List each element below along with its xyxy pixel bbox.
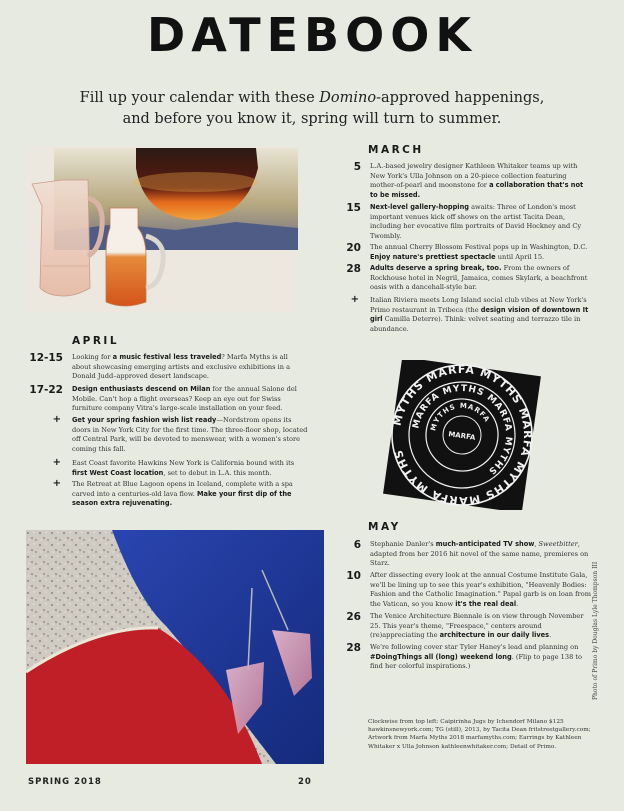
entry-text — [370, 203, 592, 241]
entry-text-plain: The Retreat at Blue Lagoon opens in Iceland, complete with a spa carved into a centuries-old lava flow. — [72, 480, 293, 498]
entry-text-highlight: Adults deserve a spring break, too. — [370, 264, 502, 272]
entry-date: 15 — [346, 202, 361, 214]
entry-text-plain: East Coast favorite Hawkins New York is California bound with its — [72, 459, 295, 467]
entry-text-plain: ? Marfa Myths is all about showcasing emerging artists and exclusive exhibitions in a Donald Judd–approved desert landscape. — [72, 353, 291, 380]
footer-issue: SPRING 2018 — [28, 777, 102, 787]
entry-date: 20 — [346, 242, 361, 254]
page-subtitle: Fill up your calendar with these Domino-approved happenings, and before you know it, spring will turn to summer. — [79, 90, 545, 127]
entry-text-highlight: architecture in our daily lives — [439, 631, 550, 639]
entry-text — [72, 385, 308, 414]
entry-text-plain: Looking for — [72, 353, 113, 361]
april-entry — [29, 384, 308, 414]
march-entry — [346, 202, 592, 241]
march-heading: MARCH — [368, 144, 424, 156]
badge-middle-text: MARFA MYTHS MARFA MYTHS — [411, 383, 514, 477]
entry-text-highlight: first West Coast location — [72, 468, 164, 477]
primo-earrings-photo — [26, 530, 324, 764]
entry-text-highlight: a music festival less traveled — [112, 353, 222, 361]
april-heading: APRIL — [72, 335, 120, 347]
entry-text-highlight: much-anticipated TV show — [435, 540, 535, 548]
entry-text-plain: for the annual Salone del Mobile. Can't hop a flight overseas? Keep an eye out for Swiss furniture company Vitra's large-scale installation on your feed. — [72, 385, 297, 412]
entry-date: 28 — [346, 642, 361, 654]
entry-date: 12-15 — [29, 352, 63, 364]
entry-date: 10 — [346, 570, 361, 582]
entry-text-highlight: #DoingThings all (long) weekend long — [370, 652, 512, 661]
entry-date: 6 — [353, 539, 361, 551]
entry-text-plain: The annual Cherry Blossom Festival pops up in Washington, D.C. — [370, 243, 588, 251]
entry-text-plain: , adapted from her 2016 hit novel of the same name, premieres on Starz. — [370, 540, 589, 567]
entry-text-highlight: a collaboration that's not to be missed. — [370, 181, 584, 199]
footer-page-number: 20 — [298, 777, 312, 787]
entry-text-plain: We're following cover star Tyler Haney's lead and planning on — [370, 643, 579, 651]
entry-text-highlight: Make your first dip of the season extra rejuvenating. — [72, 489, 292, 507]
entry-text — [72, 459, 308, 478]
entry-text-highlight: design vision of downtown It girl — [370, 305, 589, 323]
entry-text-plain: until April 15. — [495, 252, 545, 261]
photo-credits: Clockwise from top left: Caipirinha Jugs by Ichendorf Milano $125 hawkinsnewyork.com; TG (still), 2013, by Tacita Dean fritstreetgallery.com; Artwork from Marfa Myths 2018 marfamyths.com; Earrings by Kathleen Whitaker x Ulla Johnson kathleenwhitaker.com; Detail of Primo. — [368, 719, 591, 750]
entry-text — [370, 264, 592, 293]
april-entry — [52, 457, 308, 478]
entry-text: Stephanie Danler's much-anticipated TV show, Sweetbitter, adapted from her 2016 hit novel of the same name, premieres on Starz. — [370, 540, 589, 567]
plus-marker: + — [52, 457, 61, 468]
entry-text-plain: Italian Riviera meets Long Island social club vibes at New York's Primo restaurant in Tribeca (the — [370, 296, 587, 314]
march-entry — [353, 161, 592, 200]
page-title: DATEBOOK — [147, 8, 477, 62]
entry-date: 17-22 — [29, 384, 63, 396]
entry-text-highlight: Design enthusiasts descend on Milan — [72, 385, 211, 393]
april-entry — [52, 414, 308, 454]
april-entry — [52, 478, 308, 509]
entry-text — [370, 571, 592, 609]
entry-text-highlight: Enjoy nature's prettiest spectacle — [370, 252, 496, 261]
may-entry — [346, 611, 592, 641]
plus-marker: + — [52, 414, 61, 425]
entry-text-highlight: Next-level gallery-hopping — [370, 203, 469, 211]
entry-text — [72, 480, 308, 509]
april-entry — [29, 352, 308, 382]
entry-text-plain: , set to debut in L.A. this month. — [163, 468, 272, 477]
entry-text-plain: . — [516, 599, 519, 608]
vertical-photo-credit: Photo of Primo by Douglas Lyle Thompson III — [592, 561, 599, 700]
entry-text-plain: . (Flip to page 138 to find her colorful inspirations.) — [370, 652, 582, 670]
entry-text-plain: awaits: Three of London's most important venues kick off shows on the artist Tacita Dean, including her evocative film portraits of David Hockney and Cy Twombly. — [370, 203, 582, 240]
entry-text — [72, 353, 308, 382]
entry-text-plain: After dissecting every look at the annual Costume Institute Gala, we'll be lining up to see this year's exhibition, "Heavenly Bodies: Fashion and the Catholic Imagination." Papal garb is on loan from the Vatican, so you know — [370, 571, 591, 608]
badge-ring-text: MYTHS MARFA MYTHS MARFA MYTHS MARFA MYTHS — [390, 362, 535, 508]
entry-text-plain: . — [549, 631, 552, 639]
entry-text-highlight: it's the real deal — [455, 599, 517, 608]
entry-text — [370, 612, 592, 641]
entry-text-plain: —Nordstrom opens its doors in New York City for the first time. The three-floor shop, located off Central Park, will be devoted to menswear, with a women's store coming this fall. — [72, 416, 308, 453]
entry-text-plain: Stephanie Danler's — [370, 540, 436, 548]
march-entry — [350, 294, 592, 334]
entry-text-plain: From the owners of Rockhouse hotel in Negril, Jamaica, comes Skylark, a beachfront oasis with a dancehall-style bar. — [370, 264, 588, 291]
badge-inner-text: MYTHS MARFA — [429, 401, 492, 432]
entry-text — [370, 643, 592, 672]
may-entry — [346, 642, 592, 672]
entry-text-plain: L.A.-based jewelry designer Kathleen Whitaker teams up with New York's Ulla Johnson on a 20-piece collection featuring mother-of-pearl and moonstone for — [370, 162, 578, 189]
entry-text-italic: Sweetbitter — [538, 540, 578, 548]
march-entry — [346, 242, 592, 262]
may-heading: MAY — [368, 521, 401, 533]
entry-text — [370, 296, 592, 334]
jugs-eclipse-photo — [26, 146, 298, 312]
entry-text — [72, 416, 308, 454]
plus-marker: + — [52, 478, 61, 489]
marfa-myths-badge — [364, 360, 560, 510]
entry-text — [370, 243, 592, 262]
entry-date: 28 — [346, 263, 361, 275]
badge-center-text: MARFA — [447, 430, 476, 442]
entry-text — [370, 162, 592, 200]
may-entry — [346, 570, 592, 609]
may-entry — [353, 539, 592, 569]
entry-date: 5 — [353, 161, 361, 173]
entry-text-highlight: Get your spring fashion wish list ready — [72, 416, 217, 424]
entry-date: 26 — [346, 611, 361, 623]
plus-marker: + — [350, 294, 359, 305]
march-entry — [346, 263, 592, 293]
entry-text-plain: The Venice Architecture Biennale is on view through November 25. This year's theme, "Freespace," centers around (re)appreciating the — [370, 612, 584, 639]
entry-text-plain: Camilla Deterre). Think: velvet seating and terrazzo tile in abundance. — [370, 315, 581, 333]
